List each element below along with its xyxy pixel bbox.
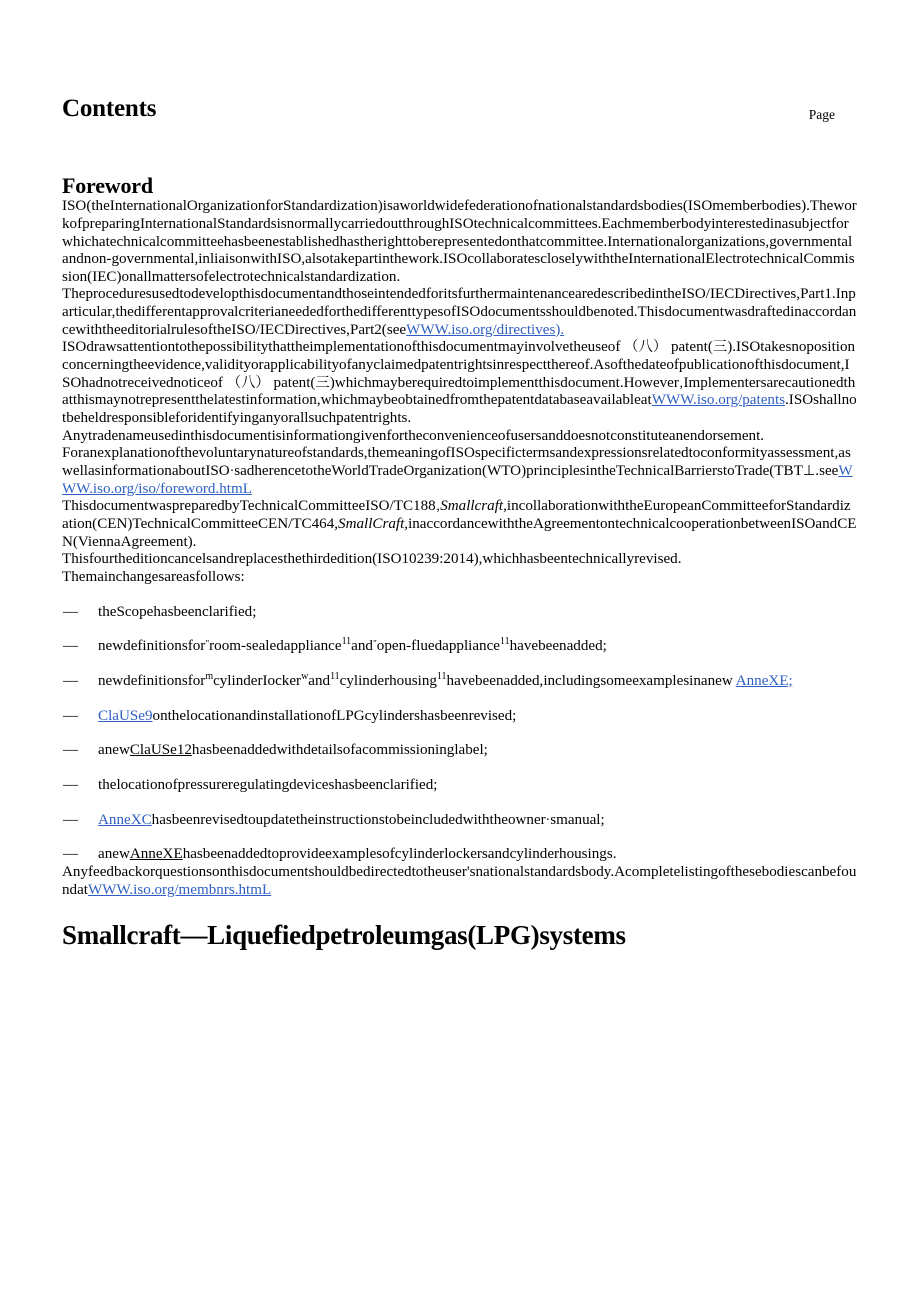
annex-c-link[interactable]: AnneXC bbox=[98, 811, 152, 828]
list-item bbox=[62, 846, 857, 864]
change-item-2-segment-b: room-sealedappliance bbox=[209, 638, 342, 655]
change-item-3-segment-b: cylinderIocker bbox=[213, 672, 302, 689]
change-item-7-segment-b: smanual; bbox=[550, 811, 605, 828]
change-item-3-segment-e: havebeenadded,includingsomeexamplesinanew bbox=[446, 672, 733, 689]
paragraph-1-text: ISO(theInternationalOrganizationforStandardization)isaworldwidefederationofnationalstandardsbodies(ISOmemberbodies).TheworkofpreparingInternationalStandardsisnormallycarriedoutthroughISOtechnicalcommittees.Eachmemberbodyinterestedinasubjectforwhichatechnicalcommitteehasbeenestablishedhastherighttoberepresentedonthatcommittee.Internationalorganizations,governmentalandnon-governmental,inliaisonwithISO,alsotakepartinthework.ISOcollaboratescloselywiththeInternationalElectrotechnicalCommission(IEC)onallmattersofelectrotechnicalstandardization. bbox=[62, 198, 857, 285]
foreword-paragraph-1 bbox=[62, 198, 857, 286]
main-changes-intro-text: Themainchangesareasfollows: bbox=[62, 568, 245, 585]
footnote-marker-1: 11 bbox=[341, 636, 352, 648]
change-item-3-segment-a: newdefinitionsfor bbox=[98, 672, 206, 689]
paragraph-2-text-before-link: TheproceduresusedtodevelopthisdocumentandthoseintendedforitsfurthermaintenancearedescribedintheISO/IECDirectives,Part1.Inparticular,thedifferentapprovalcriterianeededforthedifferenttypesofISOdocumentsshouldbenoted.ThisdocumentwasdraftedinaccordancewiththeeditorialrulesoftheISO/IECDirectives,Part2(see bbox=[62, 286, 857, 338]
paragraph-3-segment-a: ISOdrawsattentiontothepossibilitythattheimplementationofthisdocumentmayinvolvetheuseof bbox=[62, 339, 621, 356]
change-item-3-segment-c: and bbox=[308, 672, 331, 689]
clause-9-link[interactable]: ClaUSe9 bbox=[98, 707, 153, 724]
paragraph-5-segment-b: sadherencetotheWorldTradeOrganization(WTO)principlesintheTechnicalBarrierstoTrade(TBT bbox=[234, 463, 803, 480]
foreword-paragraph-feedback bbox=[62, 864, 857, 899]
change-item-2-segment-e: havebeenadded; bbox=[509, 638, 607, 655]
list-item bbox=[62, 742, 857, 760]
quote-artifact-glyph-1: " bbox=[205, 640, 210, 651]
paragraph-7-text: Thisfourtheditioncancelsandreplacesthethirdedition(ISO10239:2014),whichhasbeentechnicallyrevised. bbox=[62, 551, 682, 568]
paragraph-3-segment-g: .ISOshallnotbeheldresponsibleforidentifyinganyorallsuchpatentrights. bbox=[62, 392, 857, 427]
em-dash-bullet-icon: — bbox=[63, 638, 79, 655]
comma-artifact-glyph-2: ‚ bbox=[435, 498, 441, 514]
smallcraft-italic-1: Smallcraft, bbox=[440, 498, 507, 515]
em-dash-bullet-icon: — bbox=[63, 776, 79, 793]
main-changes-list bbox=[62, 604, 857, 864]
iso-foreword-link[interactable]: WWW.iso.org/iso/foreword.htmL bbox=[62, 463, 853, 497]
perpendicular-symbol-glyph: ⊥ bbox=[802, 463, 816, 480]
foreword-paragraph-2 bbox=[62, 286, 857, 339]
iso-directives-link[interactable]: WWW.iso.org/directives bbox=[406, 321, 556, 338]
change-item-8-segment-a: anew bbox=[98, 846, 130, 863]
paragraph-4-text: Anytradenameusedinthisdocumentisinformationgivenfortheconvenienceofusersanddoesnotconstituteanendorsement. bbox=[62, 427, 765, 444]
paragraph-5-segment-c: .see bbox=[815, 463, 839, 480]
foreword-paragraph-6-committee bbox=[62, 498, 857, 551]
list-item bbox=[62, 604, 857, 622]
change-item-7-segment-a: hasbeenrevisedtoupdatetheinstructionstobeincludedwiththeowner bbox=[151, 811, 546, 828]
annex-e-reference-2[interactable]: AnneXE bbox=[129, 846, 183, 863]
apostrophe-artifact-glyph-2: · bbox=[545, 811, 551, 827]
footnote-marker-4: 11 bbox=[436, 670, 447, 682]
foreword-heading: Foreword bbox=[62, 173, 153, 198]
page-column-label: Page bbox=[808, 107, 835, 122]
cjk-glyph-three-2: 三 bbox=[315, 374, 330, 391]
change-item-5-segment-b: hasbeenaddedwithdetailsofacommissioninglabel; bbox=[191, 742, 488, 759]
paragraph-2-text-after-link: ). bbox=[555, 321, 565, 338]
smallcraft-italic-2: SmallCraft, bbox=[338, 516, 409, 532]
contents-heading: Contents bbox=[62, 95, 157, 122]
cjk-glyph-three-1: 三 bbox=[712, 339, 728, 356]
list-item bbox=[62, 812, 857, 830]
change-item-2-segment-c: and bbox=[351, 638, 373, 655]
change-item-6-text: thelocationofpressureregulatingdeviceshasbeenclarified; bbox=[98, 776, 438, 793]
em-dash-bullet-icon: — bbox=[63, 846, 79, 863]
em-dash-bullet-icon: — bbox=[63, 811, 79, 828]
change-item-1-text: theScopehasbeenclarified; bbox=[98, 603, 257, 620]
change-item-2-segment-d: open-fluedappliance bbox=[376, 638, 501, 655]
foreword-paragraph-3-patents bbox=[62, 339, 857, 427]
em-dash-bullet-icon: — bbox=[63, 672, 79, 689]
superscript-artifact-w: w bbox=[301, 670, 309, 682]
change-item-2-segment-a: newdefinitionsfor bbox=[98, 638, 206, 655]
feedback-text: Anyfeedbackorquestionsonthisdocumentshouldbedirectedtotheuser'snationalstandardsbody.Acompletelistingofthesebodiescanbefoundat bbox=[62, 863, 857, 898]
comma-artifact-glyph: ‚ bbox=[678, 374, 684, 390]
paragraph-3-segment-b: patent( bbox=[670, 339, 713, 356]
quote-artifact-glyph-2: " bbox=[372, 640, 377, 651]
paragraph-6-segment-b: incollaborationwiththeEuropeanCommitteeforStandardization(CEN)TechnicalCommitteeCEN/TC464, bbox=[62, 498, 851, 532]
foreword-paragraph-7-edition bbox=[62, 551, 857, 569]
iso-members-link[interactable]: WWW.iso.org/membnrs.htmL bbox=[88, 881, 272, 898]
iso-patents-link[interactable]: WWW.iso.org/patents bbox=[651, 392, 786, 409]
foreword-paragraph-4-tradename bbox=[62, 428, 857, 446]
superscript-artifact-m: m bbox=[205, 670, 214, 682]
list-item bbox=[62, 777, 857, 795]
paragraph-6-segment-a: ThisdocumentwaspreparedbyTechnicalCommitteeISO/TC188 bbox=[62, 498, 436, 515]
cjk-glyph-parenthesized-eight-1: （八） bbox=[624, 339, 668, 356]
footnote-marker-3: 11 bbox=[330, 670, 340, 682]
document-main-title: Smallcraft—Liquefiedpetroleumgas(LPG)systems bbox=[62, 920, 626, 951]
change-item-3-segment-d: cylinderhousing bbox=[339, 672, 437, 689]
list-item bbox=[62, 638, 857, 656]
page-content bbox=[62, 0, 857, 951]
foreword-paragraph-5-wto bbox=[62, 445, 857, 498]
footnote-marker-2: 11 bbox=[500, 636, 510, 648]
em-dash-bullet-icon: — bbox=[63, 603, 79, 620]
change-item-8-segment-b: hasbeenaddedtoprovideexamplesofcylinderlockersandcylinderhousings. bbox=[182, 846, 617, 863]
em-dash-bullet-icon: — bbox=[63, 707, 79, 724]
paragraph-3-segment-d: patent( bbox=[273, 374, 316, 391]
paragraph-3-segment-c: ).ISOtakesnopositionconcerningtheevidence,validityorapplicabilityofanyclaimedpatentrightsinrespectthereof.Asofthedateofpublicationofthisdocument,ISOhadnotreceivednoticeof bbox=[62, 339, 856, 391]
list-item bbox=[62, 670, 857, 691]
paragraph-5-segment-a: Foranexplanationofthevoluntarynatureofstandards,themeaningofISOspecifictermsandexpressionsrelatedtoconformityassessment,aswellasinformationaboutISO bbox=[62, 445, 851, 480]
main-changes-intro bbox=[62, 569, 857, 587]
paragraph-3-segment-e: )whichmayberequiredtoimplementthisdocument.However bbox=[329, 374, 679, 391]
change-item-4-text: onthelocationandinstallationofLPGcylindershasbeenrevised; bbox=[152, 707, 517, 724]
cjk-glyph-parenthesized-eight-2: （八） bbox=[226, 374, 270, 391]
contents-header-row bbox=[62, 95, 857, 141]
em-dash-bullet-icon: — bbox=[63, 742, 79, 759]
change-item-5-segment-a: anew bbox=[98, 742, 130, 759]
annex-e-link-1[interactable]: AnneXE; bbox=[735, 672, 793, 689]
apostrophe-artifact-glyph: · bbox=[229, 463, 235, 479]
paragraph-6-segment-c: inaccordancewiththeAgreementontechnicalcooperationbetweenISOandCEN(ViennaAgreement). bbox=[62, 516, 857, 550]
clause-12-reference[interactable]: ClaUSe12 bbox=[129, 742, 192, 759]
paragraph-3-segment-f: Implementersarecautionedthatthismaynotrepresentthelatestinformation,whichmaybeobtainedfromthepatentdatabaseavailableat bbox=[62, 374, 856, 409]
list-item bbox=[62, 708, 857, 726]
